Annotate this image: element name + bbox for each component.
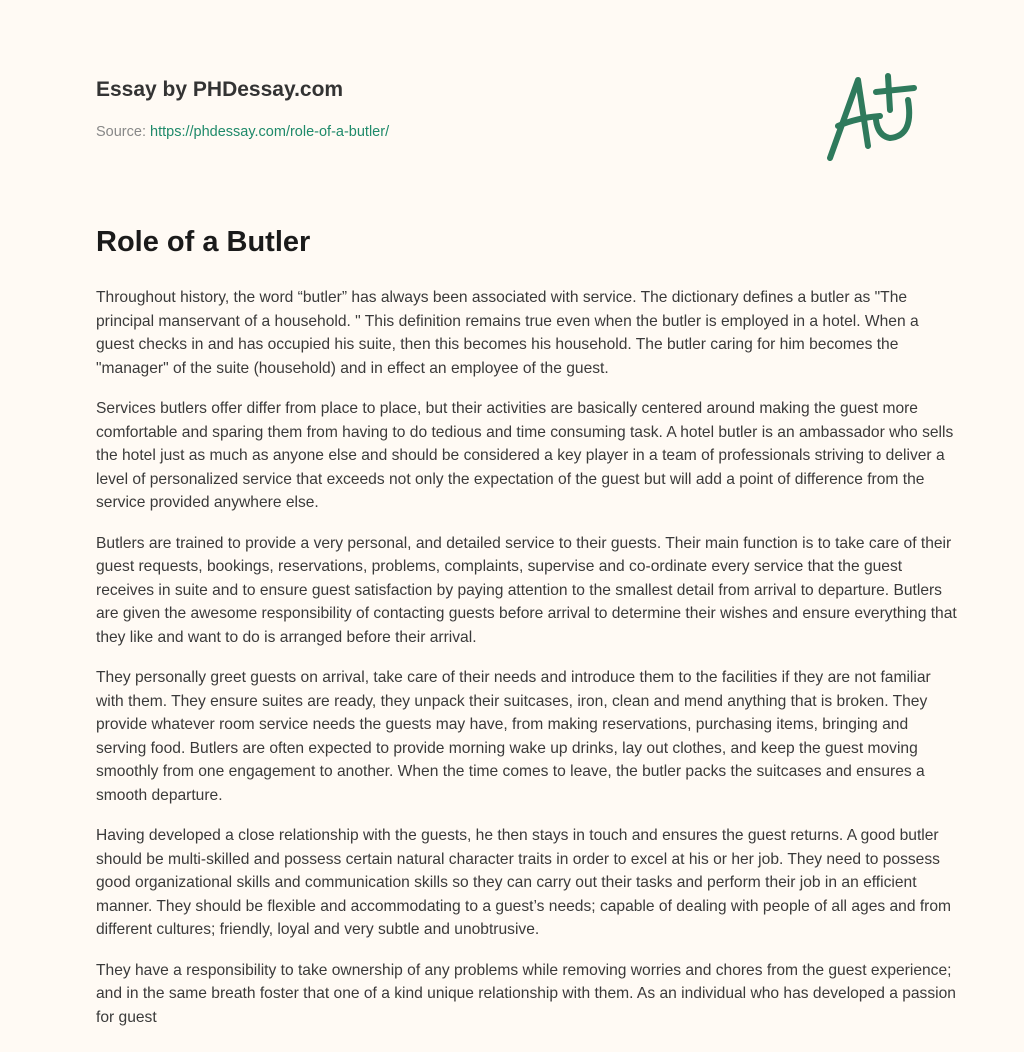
a-plus-logo-icon [818, 68, 928, 168]
essay-paragraph: Services butlers offer differ from place to place, but their activities are basically centered around making the guest more comfortable and sparing them from having to do tedious and time consuming task. A hotel butler is an ambassador who sells the hotel just as much as anyone else and should be considered a key player in a team of professionals striving to deliver a level of personalized service that exceeds not only the expectation of the guest but will add a point of difference from the service provided anywhere else. [96, 400, 954, 511]
essay-paragraph: They personally greet guests on arrival, take care of their needs and introduce them to the facilities if they are not familiar with them. They ensure suites are ready, they unpack their suitcases, iron, clean and mend anything that is broken. They provide whatever room service needs the guests may have, from making reservations, purchasing items, bringing and serving food. Butlers are often expected to provide morning wake up drinks, lay out clothes, and keep the guest moving smoothly from one engagement to another. When the time comes to leave, the butler packs the suitcases and ensures a smooth departure. [96, 669, 931, 804]
essay-paragraph: They have a responsibility to take ownership of any problems while removing worries and chores from the guest experience; and in the same breath foster that one of a kind unique relationship with them. As an individual who has developed a passion for guest [96, 961, 956, 1026]
source-link[interactable]: https://phdessay.com/role-of-a-butler/ [150, 124, 390, 140]
source-label: Source: [96, 124, 146, 140]
essay-body [96, 286, 958, 1046]
essay-paragraph: Having developed a close relationship with the guests, he then stays in touch and ensures the guest returns. A good butler should be multi-skilled and possess certain natural character traits in order to excel at his or her job. They need to possess good organizational skills and communication skills so they can carry out their tasks and perform their job in an efficient manner. They should be flexible and accommodating to a guest’s needs; capable of dealing with people of all ages and from different cultures; friendly, loyal and very subtle and unobtrusive. [96, 827, 952, 938]
essay-paragraph: Throughout history, the word “butler” has always been associated with service. The dictionary defines a butler as "The principal manservant of a household. " This definition remains true even when the butler is employed in a hotel. When a guest checks in and has occupied his suite, then this becomes his household. The butler caring for him becomes the "manager" of the suite (household) and in effect an employee of the guest. [96, 289, 919, 377]
site-title: Essay by PHDessay.com [96, 78, 344, 101]
site-header [96, 78, 343, 102]
essay-title: Role of a Butler [96, 226, 311, 258]
source-line [96, 124, 389, 140]
essay-paragraph: Butlers are trained to provide a very personal, and detailed service to their guests. Their main function is to take care of their guest requests, bookings, reservations, problems, complaints, supervise and co-ordinate every service that the guest receives in suite and to ensure guest satisfaction by paying attention to the smallest detail from arrival to departure. Butlers are given the awesome responsibility of contacting guests before arrival to determine their wishes and ensure everything that they like and want to do is arranged before their arrival. [96, 534, 957, 646]
